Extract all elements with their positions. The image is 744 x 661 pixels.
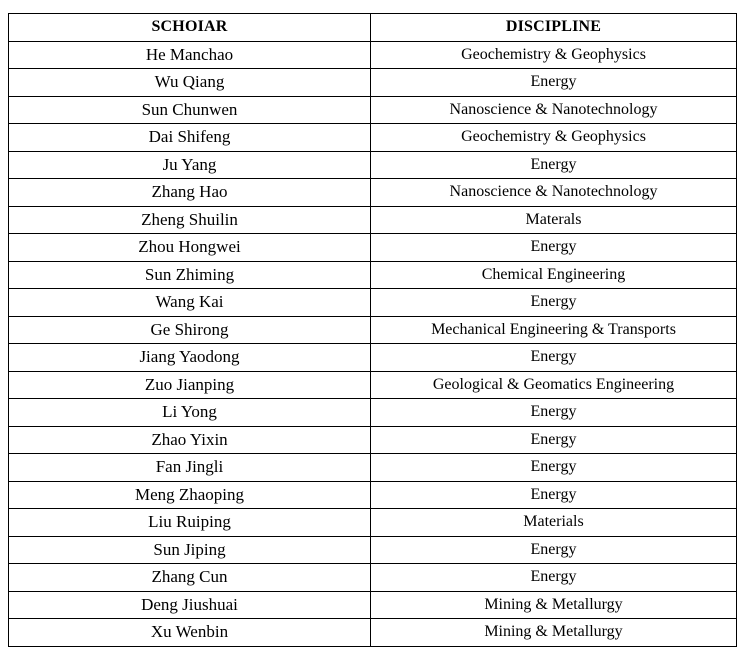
scholar-table-container [8,13,736,647]
table-row [9,454,737,482]
discipline: Geological & Geomatics Engineering [371,371,737,399]
discipline: Materials [371,509,737,537]
table-row [9,481,737,509]
table-row [9,69,737,97]
scholar-name: Deng Jiushuai [9,591,371,619]
table-row [9,261,737,289]
table-row [9,234,737,262]
discipline: Mechanical Engineering & Transports [371,316,737,344]
table-row [9,96,737,124]
discipline: Energy [371,399,737,427]
discipline: Mining & Metallurgy [371,619,737,647]
table-row [9,619,737,647]
discipline: Chemical Engineering [371,261,737,289]
scholar-name: Sun Zhiming [9,261,371,289]
scholar-discipline-table [8,13,737,647]
scholar-name: Zhao Yixin [9,426,371,454]
table-header-row [9,14,737,42]
discipline: Energy [371,151,737,179]
discipline: Nanoscience & Nanotechnology [371,96,737,124]
scholar-name: Zhou Hongwei [9,234,371,262]
discipline: Mining & Metallurgy [371,591,737,619]
scholar-name: Sun Chunwen [9,96,371,124]
scholar-name: Ju Yang [9,151,371,179]
table-row [9,536,737,564]
discipline: Geochemistry & Geophysics [371,124,737,152]
scholar-name: Jiang Yaodong [9,344,371,372]
scholar-name: Ge Shirong [9,316,371,344]
table-row [9,399,737,427]
discipline: Energy [371,536,737,564]
scholar-name: Zhang Hao [9,179,371,207]
table-row [9,591,737,619]
discipline: Energy [371,234,737,262]
scholar-column-header: SCHOIAR [9,14,371,42]
table-row [9,564,737,592]
scholar-name: Li Yong [9,399,371,427]
table-row [9,124,737,152]
table-row [9,206,737,234]
scholar-name: Zhang Cun [9,564,371,592]
scholar-name: Wu Qiang [9,69,371,97]
scholar-name: Zuo Jianping [9,371,371,399]
table-row [9,426,737,454]
table-row [9,151,737,179]
scholar-name: Zheng Shuilin [9,206,371,234]
discipline: Energy [371,344,737,372]
table-row [9,289,737,317]
scholar-name: Fan Jingli [9,454,371,482]
scholar-name: Dai Shifeng [9,124,371,152]
scholar-name: Meng Zhaoping [9,481,371,509]
scholar-name: Sun Jiping [9,536,371,564]
table-row [9,509,737,537]
discipline: Energy [371,454,737,482]
discipline: Geochemistry & Geophysics [371,41,737,69]
table-row [9,179,737,207]
scholar-name: Liu Ruiping [9,509,371,537]
table-row [9,41,737,69]
scholar-name: Wang Kai [9,289,371,317]
discipline: Energy [371,289,737,317]
table-row [9,344,737,372]
scholar-name: Xu Wenbin [9,619,371,647]
discipline: Energy [371,69,737,97]
discipline-column-header: DISCIPLINE [371,14,737,42]
discipline: Energy [371,564,737,592]
discipline: Materals [371,206,737,234]
discipline: Energy [371,426,737,454]
table-row [9,371,737,399]
table-row [9,316,737,344]
discipline: Energy [371,481,737,509]
discipline: Nanoscience & Nanotechnology [371,179,737,207]
scholar-name: He Manchao [9,41,371,69]
